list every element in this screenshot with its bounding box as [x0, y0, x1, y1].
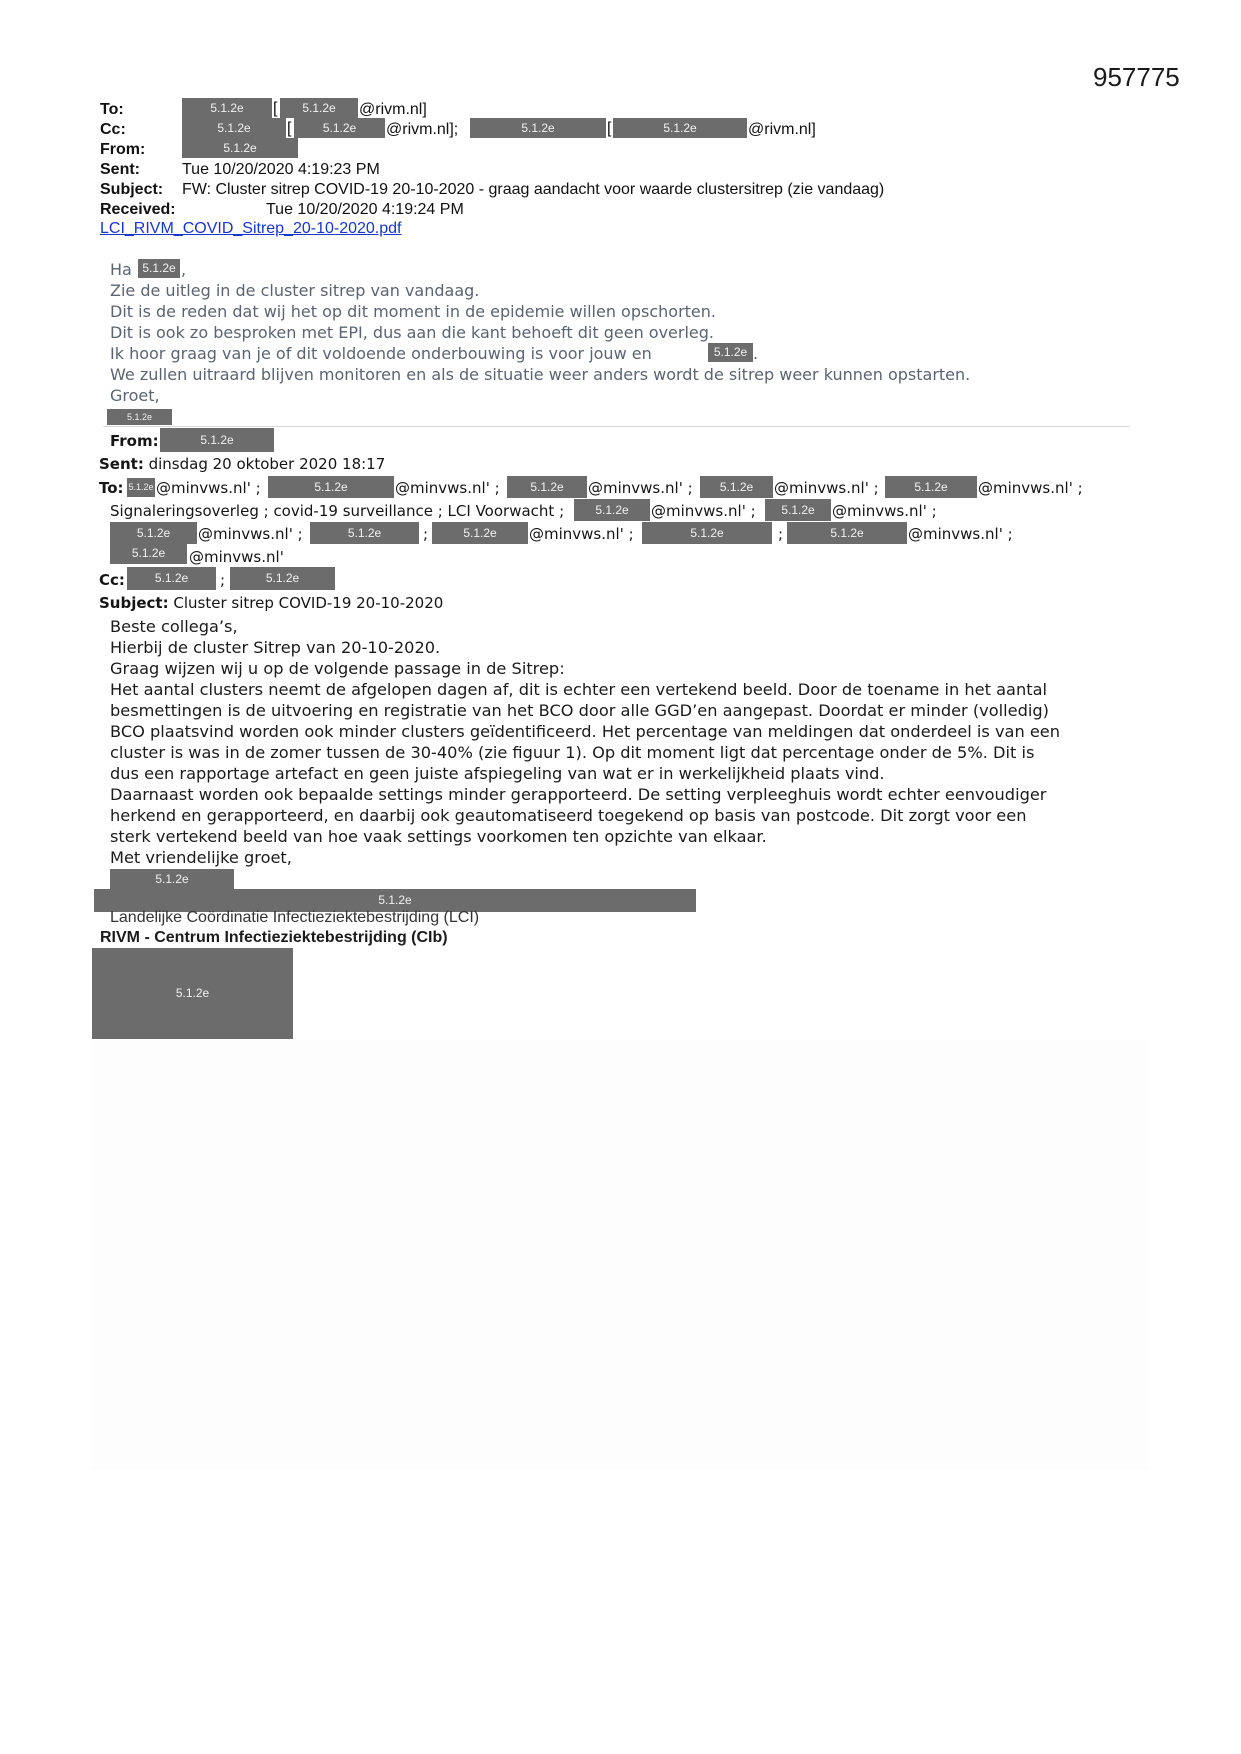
- redaction-block: 5.1.2e: [127, 567, 216, 590]
- recipient-groups: Signaleringsoverleg ; covid-19 surveillance ; LCI Voorwacht ;: [110, 502, 565, 520]
- message-line: sterk vertekend beeld van hoe vaak settings voorkomen ten opzichte van elkaar.: [110, 827, 767, 846]
- redaction-block: 5.1.2e: [432, 522, 528, 544]
- redaction-block: 5.1.2e: [160, 428, 274, 452]
- message-line: herkend en gerapporteerd, en daarbij ook geautomatiseerd toegekend op basis van postcode. Dit zorgt voor een: [110, 806, 1027, 825]
- redaction-block: 5.1.2e: [94, 889, 696, 912]
- redaction-block: 5.1.2e: [470, 118, 606, 138]
- redaction-block: 5.1.2e: [280, 98, 358, 118]
- message-line: besmettingen is de uitvoering en registratie van het BCO door alle GGD’en aangepast. Doordat er minder (volledig): [110, 701, 1049, 720]
- redaction-block: 5.1.2e: [310, 522, 419, 544]
- recipient-domain: @minvws.nl': [189, 548, 284, 566]
- inner-subject: Subject: Cluster sitrep COVID-19 20-10-2020: [99, 594, 444, 612]
- cc-domain: @rivm.nl];: [386, 121, 459, 138]
- redaction-block: 5.1.2e: [110, 522, 197, 544]
- separator: ;: [220, 571, 226, 589]
- separator: ;: [423, 525, 429, 543]
- recipient-domain: @minvws.nl' ;: [156, 479, 261, 497]
- message-line: Daarnaast worden ook bepaalde settings minder gerapporteerd. De setting verpleeghuis wordt echter eenvoudiger: [110, 785, 1047, 804]
- sent-label: Sent:: [100, 161, 140, 178]
- message-salutation: Beste collega’s,: [110, 617, 238, 636]
- recipient-domain: @minvws.nl' ;: [529, 525, 634, 543]
- redaction-block: 5.1.2e: [574, 499, 650, 521]
- subject-value: FW: Cluster sitrep COVID-19 20-10-2020 - graag aandacht voor waarde clustersitrep (zie vandaag): [182, 181, 885, 198]
- recipient-domain: @minvws.nl' ;: [651, 502, 756, 520]
- document-number: 957775: [1093, 62, 1180, 92]
- redaction-block: 5.1.2e: [182, 98, 272, 118]
- reply-line: Ik hoor graag van je of dit voldoende onderbouwing is voor jouw en: [110, 344, 652, 363]
- recipient-domain: @minvws.nl' ;: [774, 479, 879, 497]
- signature-organisation: Landelijke Coördinatie Infectieziektebestrijding (LCI): [110, 909, 480, 926]
- to-domain: @rivm.nl]: [359, 101, 427, 118]
- recipient-domain: @minvws.nl' ;: [588, 479, 693, 497]
- redaction-block: 5.1.2e: [110, 542, 187, 564]
- inner-from-label: From:: [110, 432, 159, 450]
- recipient-domain: @minvws.nl' ;: [832, 502, 937, 520]
- signature-rivm: RIVM - Centrum Infectieziektebestrijding (CIb): [100, 929, 448, 946]
- redaction-block: 5.1.2e: [642, 522, 772, 544]
- reply-line: We zullen uitraard blijven monitoren en als de situatie weer anders wordt de sitrep weer kunnen opstarten.: [110, 365, 971, 384]
- redaction-block: 5.1.2e: [182, 138, 298, 158]
- attachment-link[interactable]: LCI_RIVM_COVID_Sitrep_20-10-2020.pdf: [100, 220, 402, 237]
- recipient-domain: @minvws.nl' ;: [198, 525, 303, 543]
- bracket: [: [607, 120, 612, 137]
- redaction-block: 5.1.2e: [107, 409, 172, 425]
- cc-domain: @rivm.nl]: [748, 121, 816, 138]
- reply-greeting-comma: ,: [181, 260, 187, 279]
- redaction-block: 5.1.2e: [182, 118, 286, 138]
- redaction-block: 5.1.2e: [268, 476, 394, 498]
- bracket: [: [287, 120, 292, 137]
- sent-value: Tue 10/20/2020 4:19:23 PM: [182, 161, 380, 178]
- received-label: Received:: [100, 201, 176, 218]
- inner-to-label: To:: [99, 479, 124, 497]
- inner-subject-value: Cluster sitrep COVID-19 20-10-2020: [173, 594, 444, 612]
- message-line: cluster is was in de zomer tussen de 30-40% (zie figuur 1). Op dit moment ligt dat percentage onder de 5%. Dit is: [110, 743, 1035, 762]
- redacted-logo: 5.1.2e: [92, 948, 293, 1039]
- inner-sent-value: dinsdag 20 oktober 2020 18:17: [148, 455, 386, 473]
- to-label: To:: [100, 101, 124, 118]
- redaction-block: 5.1.2e: [765, 499, 831, 521]
- redaction-block: 5.1.2e: [110, 869, 234, 889]
- received-value: Tue 10/20/2020 4:19:24 PM: [266, 201, 464, 218]
- recipient-domain: @minvws.nl' ;: [395, 479, 500, 497]
- page-shade: [90, 1040, 1150, 1470]
- redaction-block: 5.1.2e: [700, 476, 773, 498]
- cc-label: Cc:: [100, 121, 126, 138]
- redaction-block: 5.1.2e: [885, 476, 977, 498]
- redaction-block: 5.1.2e: [708, 343, 753, 362]
- redaction-block: 5.1.2e: [230, 567, 335, 590]
- message-line: BCO plaatsvind worden ook minder clusters geïdentificeerd. Het percentage van meldingen dat onderdeel is van een: [110, 722, 1061, 741]
- reply-line: Dit is de reden dat wij het op dit moment in de epidemie willen opschorten.: [110, 302, 716, 321]
- message-line: Het aantal clusters neemt de afgelopen dagen af, dit is echter een vertekend beeld. Door de toename in het aantal: [110, 680, 1047, 699]
- reply-closing: Groet,: [110, 386, 160, 405]
- reply-greeting: Ha: [110, 260, 132, 279]
- subject-label: Subject:: [100, 181, 164, 198]
- bracket: [: [273, 100, 278, 117]
- reply-line: Dit is ook zo besproken met EPI, dus aan die kant behoeft dit geen overleg.: [110, 323, 715, 342]
- redaction-block: 5.1.2e: [127, 478, 155, 497]
- redaction-block: 5.1.2e: [613, 118, 747, 138]
- message-closing: Met vriendelijke groet,: [110, 848, 292, 867]
- redaction-block: 5.1.2e: [294, 118, 385, 138]
- recipient-domain: @minvws.nl' ;: [978, 479, 1083, 497]
- inner-cc-label: Cc:: [99, 571, 125, 589]
- from-label: From:: [100, 141, 146, 158]
- redaction-block: 5.1.2e: [138, 259, 180, 278]
- reply-line: Zie de uitleg in de cluster sitrep van vandaag.: [110, 281, 480, 300]
- recipient-domain: @minvws.nl' ;: [908, 525, 1013, 543]
- divider: [103, 426, 1130, 427]
- redaction-block: 5.1.2e: [507, 476, 587, 498]
- redaction-block: 5.1.2e: [787, 522, 907, 544]
- separator: ;: [778, 525, 784, 543]
- message-line: Graag wijzen wij u op de volgende passage in de Sitrep:: [110, 659, 565, 678]
- message-line: dus een rapportage artefact en geen juiste afspiegeling van wat er in werkelijkheid plaats vind.: [110, 764, 885, 783]
- reply-line-end: .: [753, 344, 759, 363]
- message-line: Hierbij de cluster Sitrep van 20-10-2020.: [110, 638, 441, 657]
- inner-sent: Sent: dinsdag 20 oktober 2020 18:17: [99, 455, 386, 473]
